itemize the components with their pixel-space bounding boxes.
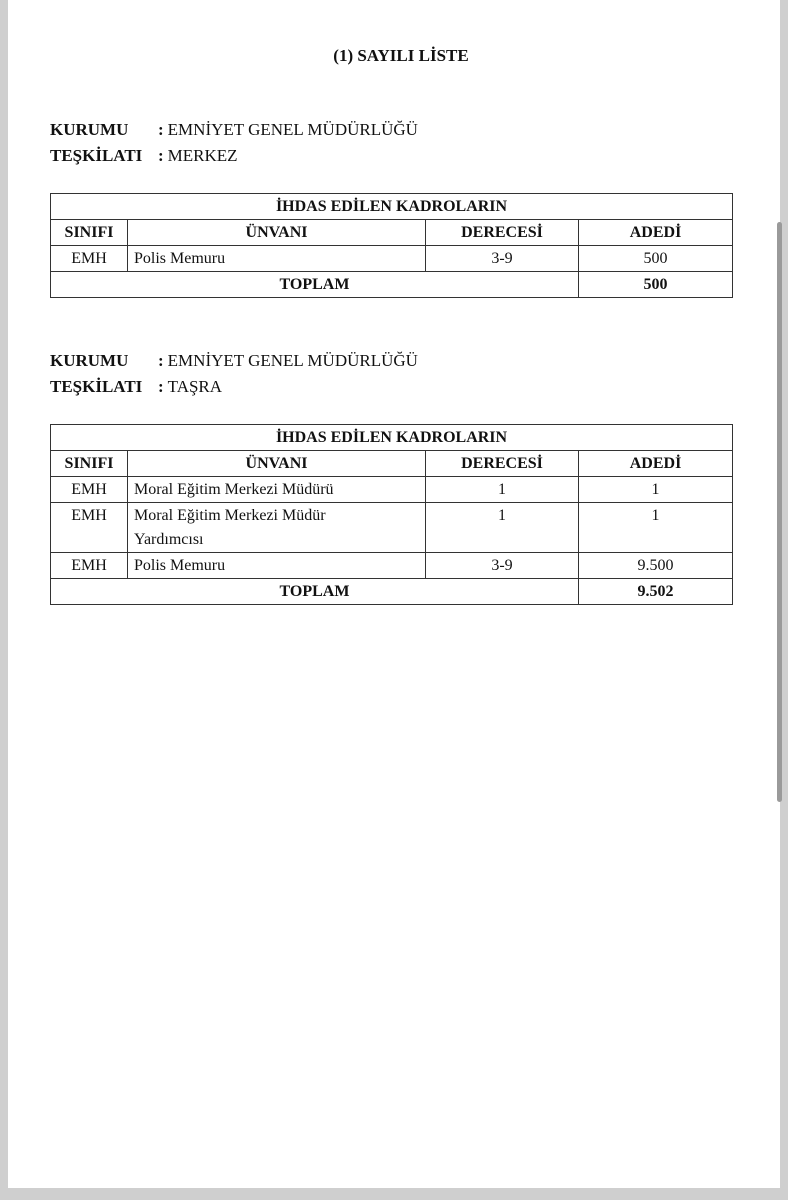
kurum-value: EMNİYET GENEL MÜDÜRLÜĞÜ xyxy=(167,120,418,139)
header-unvani: ÜNVANI xyxy=(128,451,426,477)
cell-unvani-line-1: Moral Eğitim Merkezi Müdür xyxy=(134,507,326,524)
kurum-value: EMNİYET GENEL MÜDÜRLÜĞÜ xyxy=(167,351,418,370)
header-sinifi: SINIFI xyxy=(51,220,128,246)
cell-unvani: Moral Eğitim Merkezi Müdürü xyxy=(128,477,426,503)
cell-sinifi: EMH xyxy=(51,477,128,503)
header-unvani: ÜNVANI xyxy=(128,220,426,246)
table-caption-row xyxy=(51,194,733,220)
cell-derecesi: 3-9 xyxy=(426,246,579,272)
kurum-label: KURUMU xyxy=(50,351,129,370)
cell-unvani: Polis Memuru xyxy=(128,553,426,579)
cell-unvani-line-2: Yardımcısı xyxy=(134,531,204,548)
teskilat-value: TAŞRA xyxy=(167,377,223,396)
total-label: TOPLAM xyxy=(51,272,579,298)
cell-sinifi: EMH xyxy=(51,503,128,553)
header-derecesi: DERECESİ xyxy=(426,451,579,477)
kurum-row: KURUMU : EMNİYET GENEL MÜDÜRLÜĞÜ xyxy=(50,117,418,143)
vertical-scrollbar[interactable] xyxy=(777,222,782,802)
section-1-meta xyxy=(50,117,418,169)
table-row xyxy=(51,246,733,272)
teskilat-row: TEŞKİLATI : TAŞRA xyxy=(50,374,418,400)
table-caption: İHDAS EDİLEN KADROLARIN xyxy=(51,194,733,220)
table-header-row xyxy=(51,451,733,477)
cell-unvani xyxy=(128,503,426,553)
table-row xyxy=(51,477,733,503)
kurum-row: KURUMU : EMNİYET GENEL MÜDÜRLÜĞÜ xyxy=(50,348,418,374)
table-caption: İHDAS EDİLEN KADROLARIN xyxy=(51,425,733,451)
header-derecesi: DERECESİ xyxy=(426,220,579,246)
cell-adedi: 9.500 xyxy=(579,553,733,579)
teskilat-label: TEŞKİLATI xyxy=(50,146,143,165)
header-adedi: ADEDİ xyxy=(579,220,733,246)
cell-adedi: 1 xyxy=(579,477,733,503)
cell-sinifi: EMH xyxy=(51,246,128,272)
cell-derecesi: 1 xyxy=(426,477,579,503)
table-total-row xyxy=(51,579,733,605)
cell-adedi: 500 xyxy=(579,246,733,272)
teskilat-label: TEŞKİLATI xyxy=(50,377,143,396)
table-total-row xyxy=(51,272,733,298)
teskilat-row: TEŞKİLATI : MERKEZ xyxy=(50,143,418,169)
teskilat-value: MERKEZ xyxy=(167,146,238,165)
table-header-row xyxy=(51,220,733,246)
total-value: 500 xyxy=(579,272,733,298)
cell-derecesi: 1 xyxy=(426,503,579,553)
table-row xyxy=(51,553,733,579)
section-2-meta xyxy=(50,348,418,400)
page-title: (1) SAYILI LİSTE xyxy=(333,46,469,65)
cell-unvani: Polis Memuru xyxy=(128,246,426,272)
header-sinifi: SINIFI xyxy=(51,451,128,477)
table-row xyxy=(51,503,733,553)
kurum-label: KURUMU xyxy=(50,120,129,139)
total-label: TOPLAM xyxy=(51,579,579,605)
total-value: 9.502 xyxy=(579,579,733,605)
cell-sinifi: EMH xyxy=(51,553,128,579)
table-caption-row xyxy=(51,425,733,451)
header-adedi: ADEDİ xyxy=(579,451,733,477)
kadro-table-tasra xyxy=(50,424,733,605)
cell-adedi: 1 xyxy=(579,503,733,553)
cell-derecesi: 3-9 xyxy=(426,553,579,579)
kadro-table-merkez xyxy=(50,193,733,298)
